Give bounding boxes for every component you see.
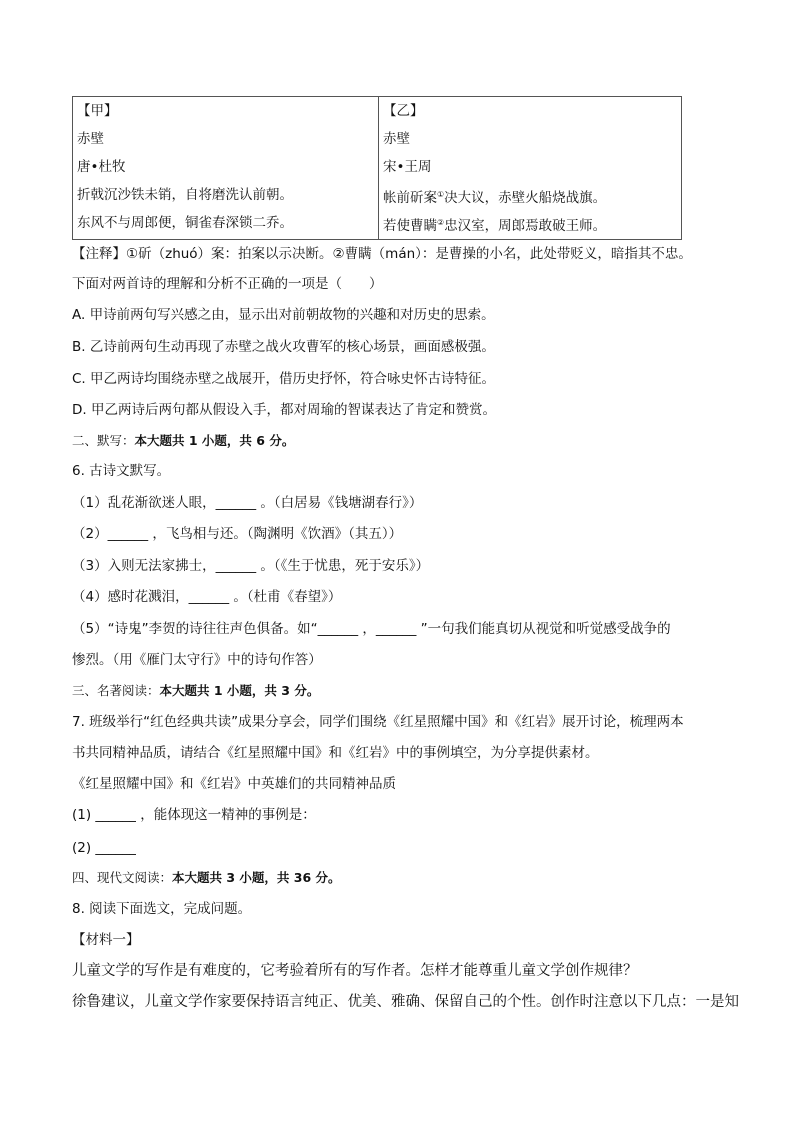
poem-yi-line-2-b: 忠汉室，周郎焉敢破王师。 bbox=[444, 218, 607, 234]
section-3-desc: 本大题共 1 小题，共 3 分。 bbox=[159, 683, 320, 698]
q6-item-4: （4）感时花溅泪，______ 。（杜甫《春望》） bbox=[72, 589, 342, 605]
note-mark-2: ② bbox=[437, 218, 445, 227]
q6-item-3: （3）入则无法家拂士，______ 。（《生于忧患，死于安乐》） bbox=[72, 558, 430, 574]
section-4-heading bbox=[72, 868, 341, 888]
poem-yi-line-1 bbox=[383, 181, 677, 209]
poem-yi-line-1-b: 决大议，赤壁火船烧战旗。 bbox=[444, 190, 607, 206]
q7-blank-2: (2) ______ bbox=[72, 840, 136, 856]
note-mark-1: ① bbox=[437, 190, 445, 199]
poem-yi-author: 宋•王周 bbox=[383, 159, 432, 175]
q6-item-5-line-1: （5）“诗鬼”李贺的诗往往声色俱备。如“______ ，______ ”一句我们能真切从视觉和听觉感受战争的 bbox=[72, 621, 671, 637]
poem-notes: 【注释】①斫（zhuó）案：拍案以示决断。②曹瞒（mán）：是曹操的小名，此处带贬义，暗指其不忠。 bbox=[72, 246, 692, 262]
section-2-heading bbox=[72, 431, 294, 451]
poem-jia-tag: 【甲】 bbox=[77, 103, 118, 119]
q5-option-a: A. 甲诗前两句写兴感之由，显示出对前朝故物的兴趣和对历史的思索。 bbox=[72, 307, 495, 323]
section-4-desc: 本大题共 3 小题，共 36 分。 bbox=[172, 870, 341, 885]
q5-option-b: B. 乙诗前两句生动再现了赤壁之战火攻曹军的核心场景，画面感极强。 bbox=[72, 339, 495, 355]
section-3-label: 三、名著阅读： bbox=[72, 683, 160, 698]
section-2-desc: 本大题共 1 小题，共 6 分。 bbox=[134, 433, 295, 448]
q6-stem: 6. 古诗文默写。 bbox=[72, 463, 171, 479]
q8-paragraph-2: 徐鲁建议，儿童文学作家要保持语言纯正、优美、雅确、保留自己的个性。创作时注意以下几点：一是知 bbox=[72, 994, 739, 1010]
poem-jia-title: 赤壁 bbox=[77, 131, 104, 147]
q5-option-c: C. 甲乙两诗均围绕赤壁之战展开，借历史抒怀，符合咏史怀古诗特征。 bbox=[72, 371, 496, 387]
poem-jia-line-2: 东风不与周郎便，铜雀春深锁二乔。 bbox=[77, 215, 293, 231]
q6-item-2: （2）______ ，飞鸟相与还。（陶渊明《饮酒》（其五）） bbox=[72, 526, 403, 542]
poem-jia-author: 唐•杜牧 bbox=[77, 159, 126, 175]
poem-yi-tag: 【乙】 bbox=[383, 103, 424, 119]
poem-yi-line-2-a: 若使曹瞒 bbox=[383, 218, 437, 234]
poem-comparison-table bbox=[72, 96, 682, 240]
poem-yi-line-1-a: 帐前斫案 bbox=[383, 190, 437, 206]
q7-stem-line-1: 7. 班级举行“红色经典共读”成果分享会，同学们围绕《红星照耀中国》和《红岩》展开讨论，梳理两本 bbox=[72, 714, 684, 730]
q5-stem: 下面对两首诗的理解和分析不正确的一项是（ ） bbox=[72, 276, 383, 292]
q7-blank-1: (1) ______ ，能体现这一精神的事例是： bbox=[72, 807, 316, 823]
section-2-label: 二、默写： bbox=[72, 433, 135, 448]
q6-item-1: （1）乱花渐欲迷人眼，______ 。（白居易《钱塘湖春行》） bbox=[72, 495, 423, 511]
q7-stem-line-2: 书共同精神品质，请结合《红星照耀中国》和《红岩》中的事例填空，为分享提供素材。 bbox=[72, 745, 599, 761]
q7-heading: 《红星照耀中国》和《红岩》中英雄们的共同精神品质 bbox=[72, 776, 396, 792]
q6-item-5-line-2: 惨烈。（用《雁门太守行》中的诗句作答） bbox=[72, 652, 322, 668]
poem-yi-title: 赤壁 bbox=[383, 131, 410, 147]
q5-option-d: D. 甲乙两诗后两句都从假设入手，都对周瑜的智谋表达了肯定和赞赏。 bbox=[72, 402, 496, 418]
poem-jia-line-1: 折戟沉沙铁未销，自将磨洗认前朝。 bbox=[77, 187, 293, 203]
section-4-label: 四、现代文阅读： bbox=[72, 870, 173, 885]
section-3-heading bbox=[72, 681, 319, 701]
q8-material-label: 【材料一】 bbox=[72, 932, 140, 948]
q8-paragraph-1: 儿童文学的写作是有难度的，它考验着所有的写作者。怎样才能尊重儿童文学创作规律？ bbox=[72, 963, 638, 979]
poem-yi-line-2 bbox=[383, 209, 677, 237]
poem-yi-cell bbox=[379, 97, 682, 240]
q8-stem: 8. 阅读下面选文，完成问题。 bbox=[72, 901, 252, 917]
poem-jia-cell bbox=[73, 97, 379, 240]
